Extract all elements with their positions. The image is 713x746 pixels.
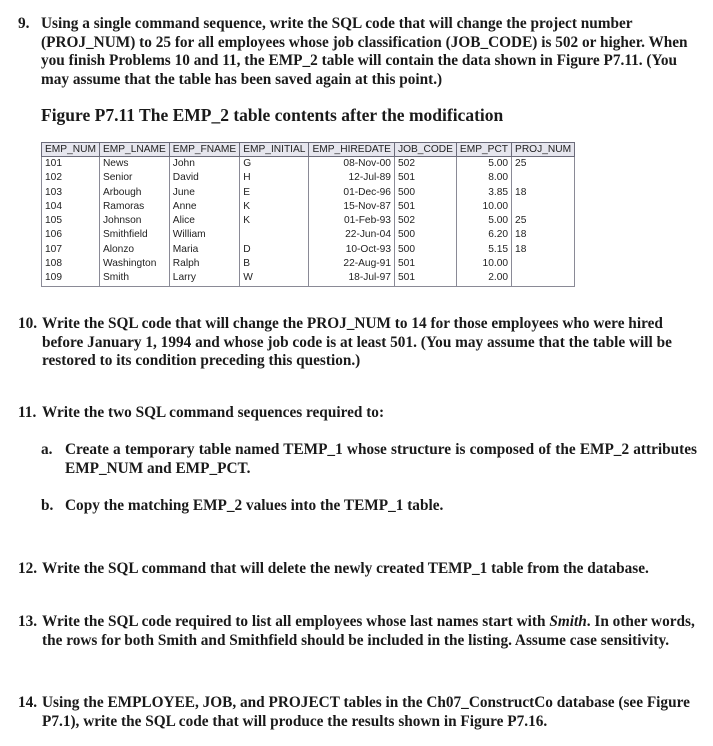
table-row [42,171,575,185]
question-9-text: Using a single command sequence, write the SQL code that will change the project number (PROJ_NUM) to 25 for all employees whose job classification (JOB_CODE) is 502 or higher. When you finish Problems 10 and 11, the EMP_2 table will contain the data shown in Figure P7.11. (You may assume that the table has been saved again at this point.) [41,15,688,88]
cell-emp-initial: K [240,214,309,228]
cell-emp-num: 103 [42,186,100,200]
cell-emp-fname: Anne [169,200,239,214]
cell-emp-lname: Senior [99,171,169,185]
cell-emp-hiredate: 01-Dec-96 [309,186,395,200]
table-row [42,214,575,228]
cell-emp-pct: 2.00 [456,271,511,286]
cell-emp-hiredate: 01-Feb-93 [309,214,395,228]
column-header: PROJ_NUM [512,143,575,157]
cell-job-code: 500 [394,228,456,242]
cell-emp-initial: G [240,157,309,172]
cell-emp-fname: Ralph [169,257,239,271]
cell-job-code: 501 [394,200,456,214]
cell-emp-lname: Arbough [99,186,169,200]
cell-emp-lname: Washington [99,257,169,271]
question-12-number: 12. [18,560,38,577]
cell-emp-lname: Alonzo [99,243,169,257]
table-row [42,243,575,257]
cell-job-code: 501 [394,257,456,271]
question-11-part-b [41,497,697,516]
column-header: JOB_CODE [394,143,456,157]
cell-emp-pct: 5.00 [456,214,511,228]
column-header: EMP_FNAME [169,143,239,157]
cell-emp-fname: June [169,186,239,200]
cell-emp-hiredate: 22-Jun-04 [309,228,395,242]
cell-emp-hiredate: 08-Nov-00 [309,157,395,172]
cell-emp-num: 108 [42,257,100,271]
cell-emp-fname: William [169,228,239,242]
cell-proj-num: 18 [512,228,575,242]
question-13-italic-term: Smith [549,613,587,630]
cell-emp-fname: Maria [169,243,239,257]
cell-emp-num: 109 [42,271,100,286]
cell-emp-num: 106 [42,228,100,242]
question-13-text-start: Write the SQL code required to list all employees whose last names start with [42,613,550,630]
question-12 [18,560,698,579]
cell-emp-lname: Ramoras [99,200,169,214]
cell-proj-num [512,171,575,185]
question-11-part-a [41,441,697,478]
figure-title: Figure P7.11 The EMP_2 table contents after the modification [41,105,504,125]
question-13-text-end: . In other words, the rows for both Smith and Smithfield should be included in the listing. Assume case sensitivity. [42,613,695,649]
column-header: EMP_HIREDATE [309,143,395,157]
cell-job-code: 500 [394,186,456,200]
cell-emp-pct: 5.15 [456,243,511,257]
cell-emp-fname: David [169,171,239,185]
cell-emp-num: 107 [42,243,100,257]
cell-proj-num [512,257,575,271]
part-a-label: a. [41,441,53,458]
cell-job-code: 500 [394,243,456,257]
column-header: EMP_INITIAL [240,143,309,157]
cell-emp-fname: John [169,157,239,172]
part-a-text: Create a temporary table named TEMP_1 whose structure is composed of the EMP_2 attributes EMP_NUM and EMP_PCT. [65,441,697,477]
question-10-text: Write the SQL code that will change the PROJ_NUM to 14 for those employees who were hired before January 1, 1994 and whose job code is at least 501. (You may assume that the table will be restored to its condition preceding this question.) [42,315,672,370]
cell-emp-pct: 10.00 [456,200,511,214]
cell-emp-hiredate: 18-Jul-97 [309,271,395,286]
cell-emp-initial: W [240,271,309,286]
part-b-label: b. [41,497,54,514]
cell-job-code: 502 [394,157,456,172]
cell-emp-lname: Smith [99,271,169,286]
table-row [42,186,575,200]
question-14-text: Using the EMPLOYEE, JOB, and PROJECT tables in the Ch07_ConstructCo database (see Figure P7.1), write the SQL code that will produce the results shown in Figure P7.16. [42,694,690,730]
column-header: EMP_LNAME [99,143,169,157]
cell-emp-fname: Larry [169,271,239,286]
cell-emp-num: 102 [42,171,100,185]
cell-emp-lname: News [99,157,169,172]
cell-job-code: 501 [394,171,456,185]
cell-emp-pct: 3.85 [456,186,511,200]
cell-emp-hiredate: 15-Nov-87 [309,200,395,214]
table-row [42,257,575,271]
cell-emp-num: 101 [42,157,100,172]
cell-proj-num: 25 [512,214,575,228]
cell-job-code: 501 [394,271,456,286]
table-header-row [42,143,575,157]
table-row [42,271,575,286]
cell-emp-initial: K [240,200,309,214]
part-b-text: Copy the matching EMP_2 values into the TEMP_1 table. [65,497,444,514]
cell-emp-lname: Johnson [99,214,169,228]
question-13 [18,613,698,650]
cell-proj-num [512,271,575,286]
question-10 [18,315,698,371]
cell-emp-num: 104 [42,200,100,214]
cell-proj-num: 18 [512,243,575,257]
question-13-text [42,613,698,650]
question-10-number: 10. [18,315,38,332]
column-header: EMP_PCT [456,143,511,157]
cell-emp-fname: Alice [169,214,239,228]
question-14-number: 14. [18,694,38,711]
cell-emp-num: 105 [42,214,100,228]
emp2-table [41,142,575,287]
cell-emp-pct: 8.00 [456,171,511,185]
cell-emp-initial: E [240,186,309,200]
cell-emp-hiredate: 10-Oct-93 [309,243,395,257]
cell-emp-initial: H [240,171,309,185]
table-row [42,157,575,172]
question-9 [18,15,698,89]
cell-proj-num: 18 [512,186,575,200]
cell-proj-num: 25 [512,157,575,172]
cell-emp-hiredate: 22-Aug-91 [309,257,395,271]
column-header: EMP_NUM [42,143,100,157]
question-13-number: 13. [18,613,38,630]
cell-emp-pct: 6.20 [456,228,511,242]
cell-emp-pct: 10.00 [456,257,511,271]
question-11 [18,404,698,423]
cell-emp-initial [240,228,309,242]
cell-emp-hiredate: 12-Jul-89 [309,171,395,185]
question-9-number: 9. [18,15,30,32]
cell-emp-initial: B [240,257,309,271]
question-12-text: Write the SQL command that will delete the newly created TEMP_1 table from the database. [42,560,649,577]
cell-job-code: 502 [394,214,456,228]
cell-emp-pct: 5.00 [456,157,511,172]
cell-proj-num [512,200,575,214]
question-11-number: 11. [18,404,37,421]
table-row [42,200,575,214]
cell-emp-initial: D [240,243,309,257]
cell-emp-lname: Smithfield [99,228,169,242]
question-11-text: Write the two SQL command sequences required to: [42,404,385,421]
table-row [42,228,575,242]
question-14 [18,694,698,731]
